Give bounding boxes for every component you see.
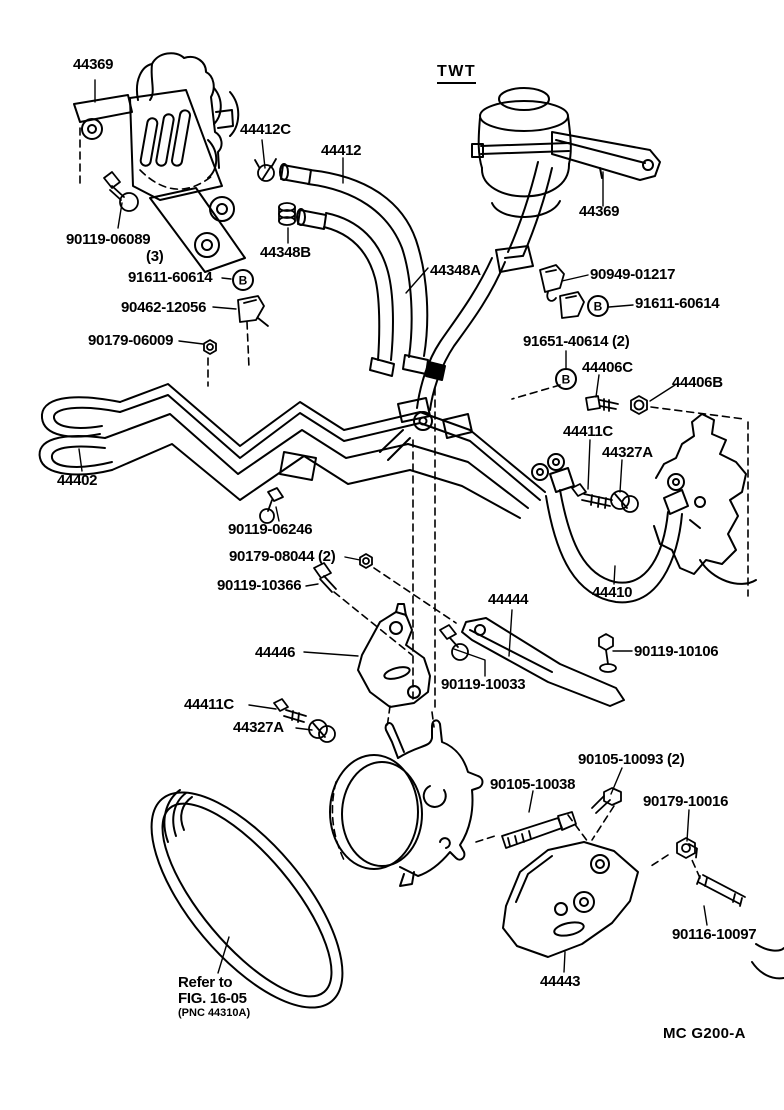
nut-icon <box>631 396 647 414</box>
engine-outline <box>752 944 784 978</box>
part-label-44443: 44443 <box>540 973 581 990</box>
part-label-90119-10033: 90119-10033 <box>441 676 526 693</box>
mount-bracket-44443 <box>503 842 638 957</box>
union-bolt-icon <box>586 396 618 411</box>
part-label-44411C-left: 44411C <box>184 696 234 713</box>
tube-clamp-icon <box>560 292 584 318</box>
marker-b-icon <box>233 270 608 389</box>
bolt-icon <box>599 634 616 672</box>
part-label-90116-10097: 90116-10097 <box>672 926 757 943</box>
engine-outline <box>654 414 756 584</box>
hose-clamp-icon <box>255 159 276 181</box>
part-label-91611-60614-left: 91611-60614 <box>128 269 213 286</box>
suction-hose-44348A <box>380 258 505 460</box>
part-label-90462-12056: 90462-12056 <box>121 299 207 316</box>
part-label-44446: 44446 <box>255 644 296 661</box>
part-label-90119-10106: 90119-10106 <box>634 643 719 660</box>
part-label-90105-10093: 90105-10093 (2) <box>578 751 685 768</box>
part-label-90119-06089-qty: (3) <box>146 248 164 265</box>
clamp-icon <box>309 720 335 742</box>
part-label-90119-06246: 90119-06246 <box>228 521 313 538</box>
belt-note-line1: Refer to <box>178 974 233 991</box>
drive-belt <box>118 762 375 1038</box>
part-label-44369-bracket: 44369 <box>73 56 114 73</box>
grommet-icon <box>279 203 295 225</box>
bolt-icon <box>592 788 621 813</box>
bolt-icon <box>314 563 336 592</box>
pressure-hoses-44412 <box>280 164 428 376</box>
bolt-icon <box>572 484 612 508</box>
pressure-hose-44410 <box>532 454 688 602</box>
clamp-icon <box>238 296 268 326</box>
power-steering-pump <box>330 720 483 886</box>
part-label-44348A: 44348A <box>430 262 481 279</box>
stud-icon <box>697 875 745 906</box>
part-label-90119-10366: 90119-10366 <box>217 577 302 594</box>
part-label-90105-10038: 90105-10038 <box>490 776 576 793</box>
part-label-90119-06089: 90119-06089 <box>66 231 151 248</box>
part-label-44406B: 44406B <box>672 374 723 391</box>
belt-note-line2: FIG. 16-05 <box>178 990 247 1007</box>
part-label-44410: 44410 <box>592 584 633 601</box>
pump-bracket-44446 <box>358 604 430 707</box>
svg-text:B: B <box>561 372 571 387</box>
part-label-91651-40614: 91651-40614 (2) <box>523 333 630 350</box>
part-label-44406C: 44406C <box>582 359 633 376</box>
part-label-44327A-left: 44327A <box>233 719 284 736</box>
part-label-90179-10016: 90179-10016 <box>643 793 729 810</box>
part-label-90179-06009: 90179-06009 <box>88 332 174 349</box>
bolt-icon <box>440 625 468 660</box>
nut-icon <box>360 554 372 568</box>
part-label-44412: 44412 <box>321 142 362 159</box>
part-label-91611-60614-right: 91611-60614 <box>635 295 720 312</box>
part-label-44348B: 44348B <box>260 244 311 261</box>
bolt-icon <box>260 488 283 523</box>
belt-note-line3: (PNC 44310A) <box>178 1007 251 1019</box>
part-label-44402: 44402 <box>57 472 98 489</box>
clamp-icon <box>611 491 638 512</box>
figure-code: MC G200-A <box>663 1025 746 1042</box>
part-label-90949-01217: 90949-01217 <box>590 266 676 283</box>
svg-text:B: B <box>238 273 248 288</box>
part-label-44327A-right: 44327A <box>602 444 653 461</box>
nut-icon <box>204 340 216 354</box>
tube-assembly-44402 <box>40 384 545 518</box>
part-label-44444: 44444 <box>488 591 529 608</box>
diagram-code-twt: TWT <box>437 64 476 84</box>
part-label-44411C-right: 44411C <box>563 423 613 440</box>
part-label-44412C: 44412C <box>240 121 291 138</box>
reservoir-tank <box>472 88 660 272</box>
part-label-44369-reservoir: 44369 <box>579 203 620 220</box>
svg-text:B: B <box>593 299 603 314</box>
long-bolt-icon <box>502 812 576 848</box>
part-label-90179-08044: 90179-08044 (2) <box>229 548 336 565</box>
